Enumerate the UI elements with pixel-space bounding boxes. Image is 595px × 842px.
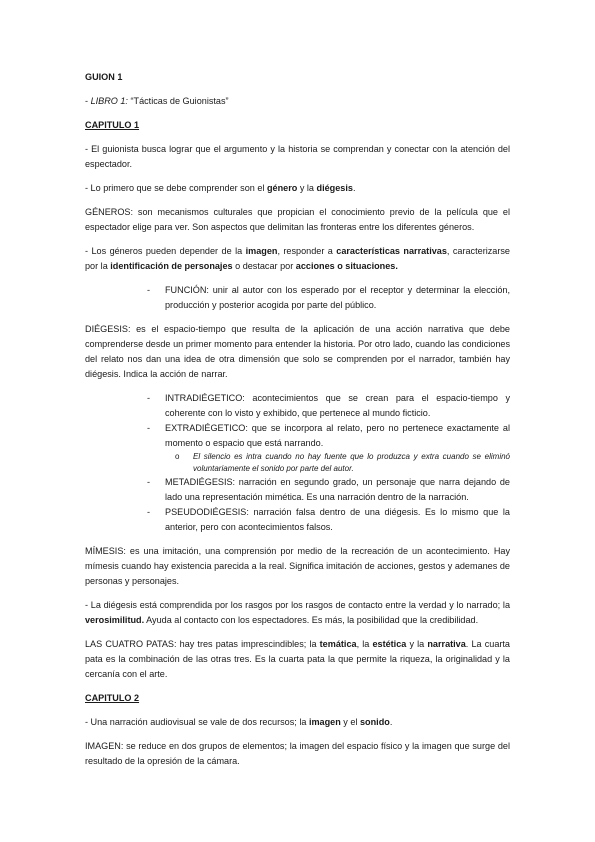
text-run: - Una narración audiovisual se vale de dos recursos; la [85, 717, 309, 727]
text-run: . La cuarta pata es la combinación de las otras tres. Es la cuarta pata la que permite la riqueza, la originalidad y la cercanía con el arte. [85, 639, 510, 679]
text-run: y la [406, 639, 428, 649]
bold-term-genero: género [266, 183, 298, 193]
book-line [85, 94, 510, 109]
bold-term-caracteristicas: características narrativas [336, 246, 447, 256]
text-run: , responder a [277, 246, 337, 256]
paragraph-mimesis: MÍMESIS: es una imitación, una comprensión por medio de la recreación de un acontecimiento. Hay mímesis cuando hay existencia parecida a la real. Significa imitación de acciones, gestos y ademanes de personas y personajes. [85, 546, 510, 586]
list-item-extradiegetico [165, 421, 510, 475]
text-run: . [389, 717, 393, 727]
paragraph-imagen: IMAGEN: se reduce en dos grupos de elementos; la imagen del espacio físico y la imagen que surge del resultado de la opresión de la cámara. [85, 741, 510, 766]
chapter-2-heading: CAPITULO 2 [85, 693, 140, 703]
text-run: - Los géneros pueden depender de la [85, 246, 246, 256]
text-run: y la [297, 183, 317, 193]
text-run: , la [356, 639, 373, 649]
text-run: - Lo primero que se debe comprender son el [85, 183, 267, 193]
bold-term-diegesis: diégesis [316, 183, 353, 193]
bold-term-imagen: imagen [245, 246, 278, 256]
book-prefix: - [85, 96, 91, 106]
paragraph-generos-dependen [85, 244, 510, 274]
text-run: LAS CUATRO PATAS: hay tres patas imprescindibles; la [85, 639, 320, 649]
sub-list-item-silencio: o El silencio es intra cuando no hay fuente que lo produzca y extra cuando se eliminó voluntariamente el sonido por parte del autor. [193, 451, 510, 475]
bold-term-sonido: sonido [360, 717, 390, 727]
paragraph-cuatro-patas [85, 637, 510, 682]
paragraph-narracion-audiovisual [85, 715, 510, 730]
document-title: GUION 1 [85, 72, 123, 82]
text-run: , caracterizarse por la [85, 246, 510, 271]
bold-term-verosimilitud: verosimilitud. [85, 615, 145, 625]
sub-list [165, 451, 510, 475]
list-item-funcion: - FUNCIÓN: unir al autor con los esperado por el receptor y determinar la elección, producción y posterior acogida por parte del público. [165, 283, 510, 313]
list-item-pseudodiegesis: - PSEUDODIÉGESIS: narración falsa dentro de una diégesis. Es lo mismo que la anterior, pero con acontecimientos falsos. [165, 505, 510, 535]
text-run: o destacar por [232, 261, 296, 271]
list-item-intradiegetico: - INTRADIÉGETICO: acontecimientos que se crean para el espacio-tiempo y coherente con lo visto y exhibido, que pertenece al mundo ficticio. [165, 391, 510, 421]
text-run: - La diégesis está comprendida por los rasgos por los rasgos de contacto entre la verdad y lo narrado; la [85, 600, 510, 610]
text-run: Ayuda al contacto con los espectadores. Es más, la posibilidad que la credibilidad. [144, 615, 479, 625]
paragraph-comprender [85, 181, 510, 196]
bold-term-imagen: imagen [308, 717, 341, 727]
bold-term-tematica: temática [319, 639, 357, 649]
diegesis-types-list [85, 391, 510, 535]
book-label: LIBRO 1: [90, 96, 128, 106]
paragraph-generos: GÉNEROS: son mecanismos culturales que propician el conocimiento previo de la película que el espectador elige para ver. Son aspectos que delimitan las fronteras entre los diferentes géneros. [85, 207, 510, 232]
bold-term-narrativa: narrativa [427, 639, 466, 649]
book-name: “Tácticas de Guionistas” [127, 96, 229, 106]
paragraph-diegesis: DIÉGESIS: es el espacio-tiempo que resulta de la aplicación de una acción narrativa que debe comprenderse desde un primer momento para entender la historia. Por otro lado, cuando las condiciones del relato nos dan una idea de otra dimensión que solo se comprenden por el narrador, también hay diégesis. Indica la acción de narrar. [85, 324, 510, 379]
text-run: . [352, 183, 356, 193]
paragraph-guionista: - El guionista busca lograr que el argumento y la historia se comprendan y conectar con la atención del espectador. [85, 144, 510, 169]
list-item-extradiegetico-text: EXTRADIÉGETICO: que se incorpora al relato, pero no pertenece exactamente al momento o espacio que está narrando. [165, 423, 510, 448]
list-item-metadiegesis: - METADIÉGESIS: narración en segundo grado, un personaje que narra dejando de lado una representación mimética. Es una narración dentro de la narración. [165, 475, 510, 505]
bold-term-estetica: estética [372, 639, 407, 649]
paragraph-verosimilitud [85, 598, 510, 628]
bold-term-acciones: acciones o situaciones. [295, 261, 398, 271]
text-run: y el [340, 717, 360, 727]
funcion-list [85, 283, 510, 313]
bold-term-identificacion: identificación de personajes [110, 261, 233, 271]
chapter-1-heading: CAPITULO 1 [85, 120, 140, 130]
